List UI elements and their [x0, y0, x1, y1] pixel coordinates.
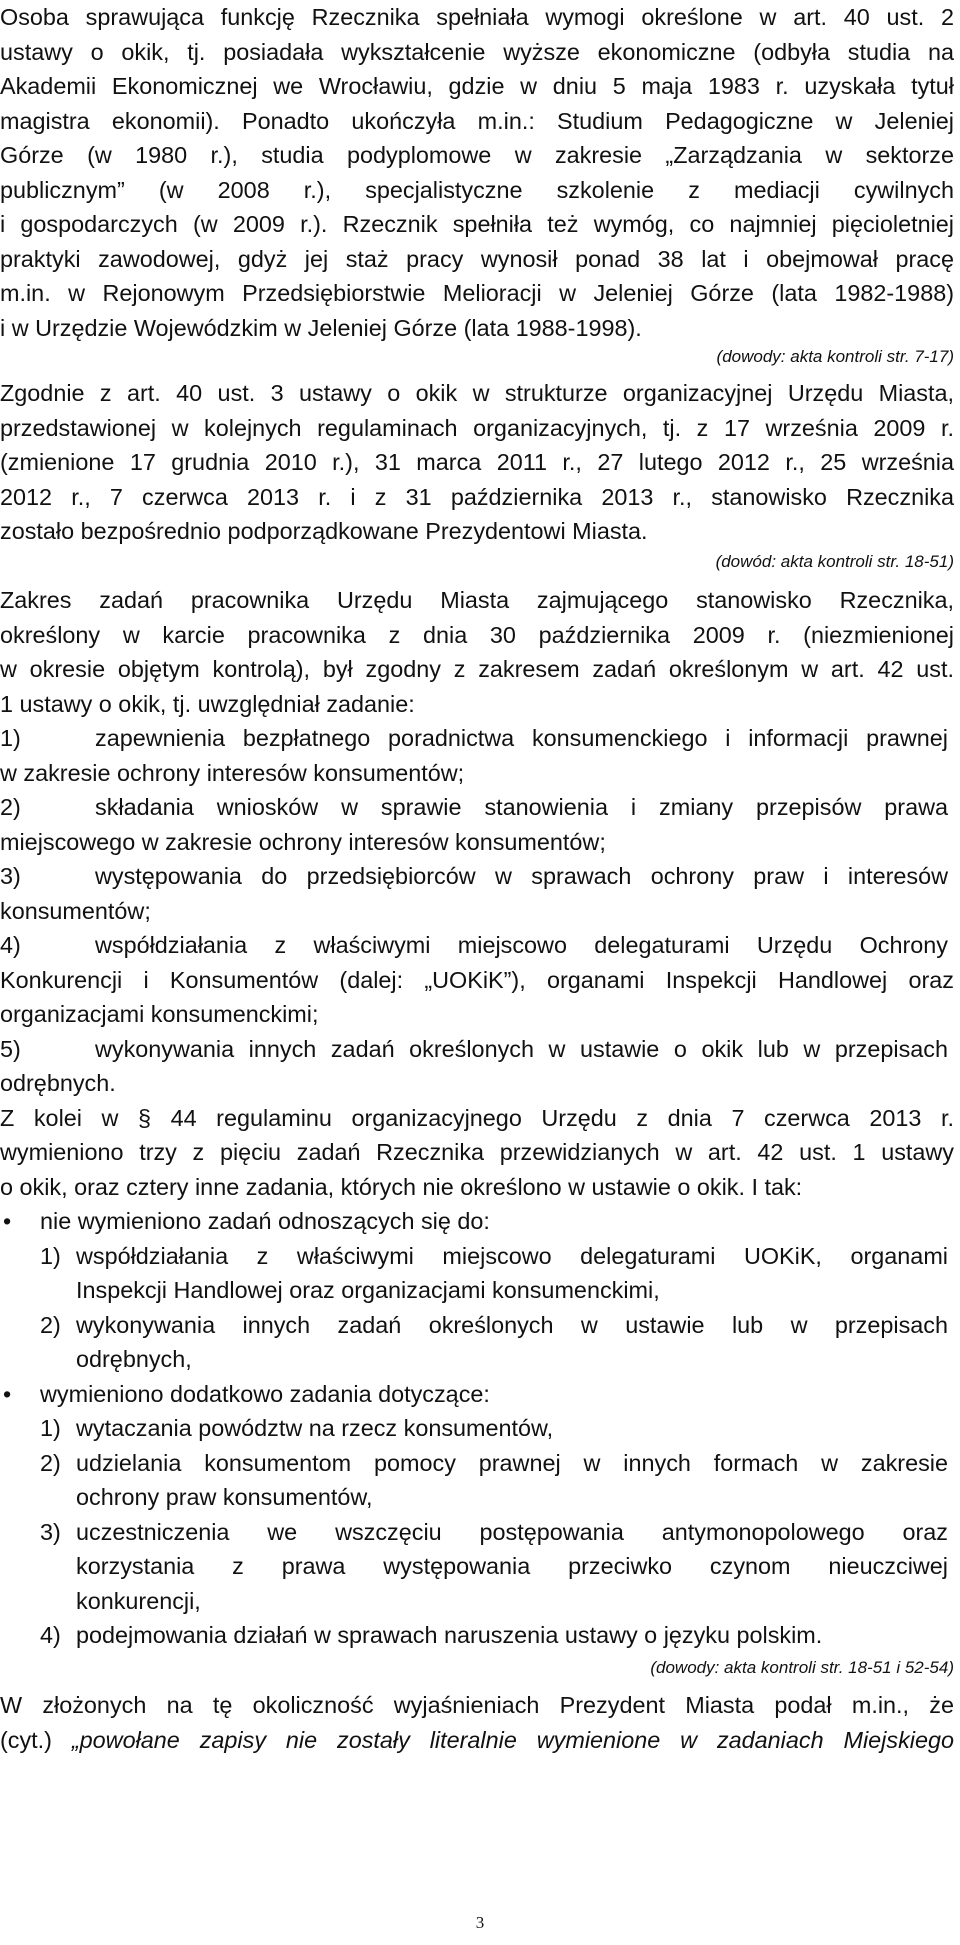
sub-number: 2)	[40, 1449, 61, 1476]
text-line: Zakres zadań pracownika Urzędu Miasta zajmującego stanowisko Rzecznika,	[0, 587, 954, 613]
task-text: występowania do przedsiębiorców w sprawach ochrony praw i interesów	[95, 863, 948, 889]
sub-text: konkurencji,	[76, 1587, 201, 1614]
text-line: zostało bezpośrednio podporządkowane Prezydentowi Miasta.	[0, 518, 648, 544]
page-number: 3	[475, 1913, 485, 1932]
sub-text: udzielania konsumentom pomocy prawnej w innych formach w zakresie	[76, 1449, 948, 1476]
citation-prefix: (cyt.)	[0, 1726, 72, 1753]
task-continuation: miejscowego w zakresie ochrony interesów konsumentów;	[0, 828, 606, 855]
text-line: przedstawionej w kolejnych regulaminach organizacyjnych, tj. z 17 września 2009 r.	[0, 414, 954, 441]
text-line: Z kolei w § 44 regulaminu organizacyjnego Urzędu z dnia 7 czerwca 2013 r.	[0, 1104, 954, 1131]
task-continuation: organizacjami konsumenckimi;	[0, 1001, 319, 1027]
text-line: w okresie objętym kontrolą), był zgodny z zakresem zadań określonym w art. 42 ust.	[0, 656, 954, 682]
task-number: 4)	[0, 932, 21, 958]
task-text: współdziałania z właściwymi miejscowo delegaturami Urzędu Ochrony	[95, 932, 948, 958]
task-number: 2)	[0, 794, 21, 820]
text-line	[0, 1723, 954, 1758]
sub-number: 2)	[40, 1311, 61, 1338]
sub-number: 1)	[40, 1242, 61, 1269]
bullet-text: nie wymieniono zadań odnoszących się do:	[40, 1208, 490, 1234]
text-line: 2012 r., 7 czerwca 2013 r. i z 31 października 2013 r., stanowisko Rzecznika	[0, 483, 954, 510]
text-line: o okik, oraz cztery inne zadania, których nie określono w ustawie o okik. I tak:	[0, 1173, 803, 1200]
text-line: magistra ekonomii). Ponadto ukończyła m.in.: Studium Pedagogiczne w Jeleniej	[0, 107, 954, 134]
bullet-text: wymieniono dodatkowo zadania dotyczące:	[40, 1380, 490, 1407]
sub-number: 1)	[40, 1415, 61, 1441]
text-line: i w Urzędzie Wojewódzkim w Jeleniej Górze (lata 1988-1998).	[0, 314, 642, 341]
text-line: ustawy o okik, tj. posiadała wykształcenie wyższe ekonomiczne (odbyła studia na	[0, 38, 954, 65]
sub-number: 4)	[40, 1622, 61, 1648]
text-line: W złożonych na tę okoliczność wyjaśnieniach Prezydent Miasta podał m.in., że	[0, 1692, 954, 1718]
text-line: 1 ustawy o okik, tj. uwzględniał zadanie:	[0, 690, 415, 717]
text-line: wymieniono trzy z pięciu zadań Rzecznika przewidzianych w art. 42 ust. 1 ustawy	[0, 1139, 954, 1165]
sub-text: odrębnych,	[76, 1346, 192, 1372]
text-line: publicznym” (w 2008 r.), specjalistyczne szkolenie z mediacji cywilnych	[0, 176, 954, 203]
task-number: 1)	[0, 725, 21, 751]
source-reference: (dowody: akta kontroli str. 18-51 i 52-54)	[650, 1658, 954, 1677]
task-continuation: w zakresie ochrony interesów konsumentów;	[0, 759, 465, 786]
text-line: (zmienione 17 grudnia 2010 r.), 31 marca 2011 r., 27 lutego 2012 r., 25 września	[0, 449, 954, 475]
sub-number: 3)	[40, 1518, 61, 1545]
bullet-icon: •	[3, 1380, 12, 1407]
text-line: Górze (w 1980 r.), studia podyplomowe w zakresie „Zarządzania w sektorze	[0, 142, 954, 168]
task-text: wykonywania innych zadań określonych w ustawie o okik lub w przepisach	[95, 1035, 948, 1062]
sub-text: wytaczania powództw na rzecz konsumentów,	[76, 1415, 554, 1441]
sub-text: ochrony praw konsumentów,	[76, 1484, 373, 1510]
bullet-icon: •	[3, 1208, 12, 1234]
text-line: Akademii Ekonomicznej we Wrocławiu, gdzie w dniu 5 maja 1983 r. uzyskała tytuł	[0, 73, 954, 99]
task-continuation: odrębnych.	[0, 1070, 116, 1096]
sub-text: współdziałania z właściwymi miejscowo delegaturami UOKiK, organami	[76, 1242, 948, 1269]
task-text: składania wniosków w sprawie stanowienia i zmiany przepisów prawa	[95, 794, 948, 820]
task-continuation: konsumentów;	[0, 897, 151, 924]
text-line: Zgodnie z art. 40 ust. 3 ustawy o okik w strukturze organizacyjnej Urzędu Miasta,	[0, 380, 954, 406]
text-line: praktyki zawodowej, gdyż jej staż pracy wynosił ponad 38 lat i obejmował pracę	[0, 245, 954, 272]
quoted-text: „powołane zapisy nie zostały literalnie wymienione w zadaniach Miejskiego	[71, 1726, 954, 1753]
sub-text: Inspekcji Handlowej oraz organizacjami konsumenckimi,	[76, 1277, 660, 1303]
task-text: zapewnienia bezpłatnego poradnictwa konsumenckiego i informacji prawnej	[95, 725, 948, 751]
source-reference: (dowód: akta kontroli str. 18-51)	[715, 552, 954, 571]
text-line: i gospodarczych (w 2009 r.). Rzecznik spełniła też wymóg, co najmniej pięcioletniej	[0, 211, 954, 237]
source-reference: (dowody: akta kontroli str. 7-17)	[716, 347, 954, 366]
text-line: m.in. w Rejonowym Przedsiębiorstwie Melioracji w Jeleniej Górze (lata 1982-1988)	[0, 280, 954, 306]
task-number: 5)	[0, 1035, 21, 1062]
sub-text: wykonywania innych zadań określonych w ustawie lub w przepisach	[76, 1311, 948, 1338]
task-continuation: Konkurencji i Konsumentów (dalej: „UOKiK”), organami Inspekcji Handlowej oraz	[0, 966, 954, 993]
sub-text: uczestniczenia we wszczęciu postępowania antymonopolowego oraz	[76, 1518, 948, 1545]
task-number: 3)	[0, 863, 21, 889]
text-line: określony w karcie pracownika z dnia 30 października 2009 r. (niezmienionej	[0, 621, 954, 648]
sub-text: korzystania z prawa występowania przeciwko czynom nieuczciwej	[76, 1553, 948, 1579]
sub-text: podejmowania działań w sprawach naruszenia ustawy o języku polskim.	[76, 1622, 823, 1648]
text-line: Osoba sprawująca funkcję Rzecznika spełniała wymogi określone w art. 40 ust. 2	[0, 4, 954, 30]
